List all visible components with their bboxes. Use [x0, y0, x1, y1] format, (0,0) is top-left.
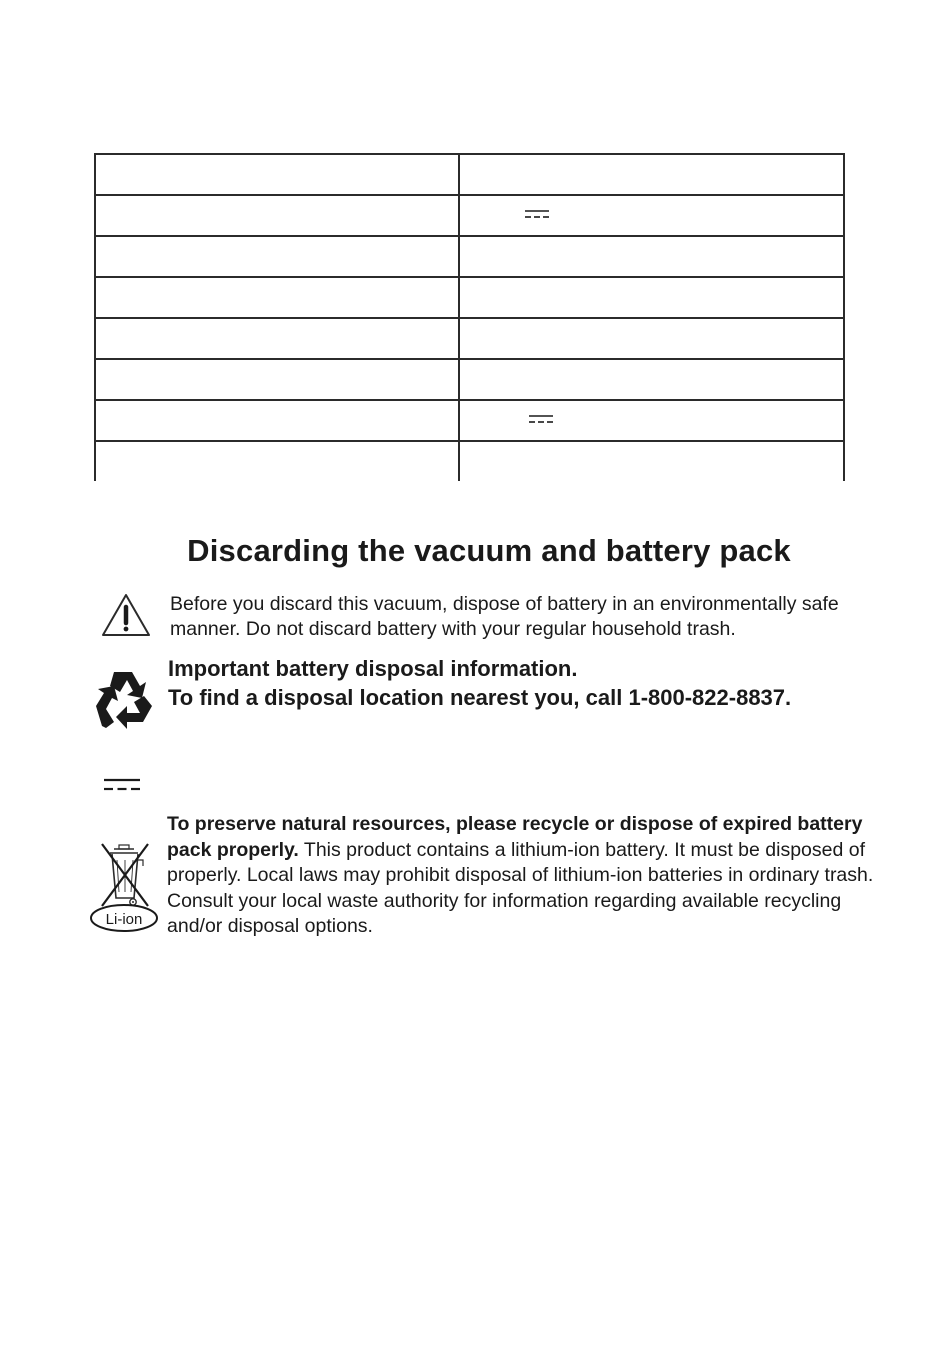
spec-row	[95, 154, 844, 195]
warning-line-1: Before you discard this vacuum, dispose of battery in an environmentally safe	[170, 593, 839, 615]
spec-value	[459, 277, 844, 318]
crossed-bin-li-ion-icon	[88, 840, 160, 938]
spec-value	[459, 400, 844, 441]
spec-value	[459, 441, 844, 481]
disposal-line-1: Important battery disposal information.	[168, 656, 578, 681]
spec-value	[459, 154, 844, 195]
spec-row	[95, 441, 844, 481]
spec-value	[459, 318, 844, 359]
dc-symbol-icon	[529, 414, 553, 424]
spec-row	[95, 195, 844, 236]
spec-table	[94, 153, 845, 481]
spec-table-body	[95, 154, 844, 481]
spec-row	[95, 236, 844, 277]
spec-value	[459, 195, 844, 236]
warning-text	[170, 592, 890, 642]
spec-label	[95, 277, 459, 318]
direct-current-icon	[104, 778, 140, 792]
spec-row	[95, 359, 844, 400]
spec-label	[95, 359, 459, 400]
spec-label	[95, 236, 459, 277]
warning-line-2: manner. Do not discard battery with your regular household trash.	[170, 618, 736, 640]
spec-label	[95, 195, 459, 236]
spec-row	[95, 277, 844, 318]
section-heading: Discarding the vacuum and battery pack	[187, 533, 791, 568]
spec-value	[459, 359, 844, 400]
spec-value	[459, 236, 844, 277]
recycle-body: This product contains a lithium-ion battery. It must be disposed of properly. Local laws may prohibit disposal of lithium-ion batteries in ordinary trash. Consult your local waste authority for information regarding available recycling and/or disposal options.	[167, 838, 874, 937]
spec-label	[95, 441, 459, 481]
disposal-line-2: To find a disposal location nearest you, call 1-800-822-8837.	[168, 685, 792, 710]
li-ion-label: Li-ion	[105, 911, 143, 928]
spec-row	[95, 400, 844, 441]
spec-label	[95, 318, 459, 359]
disposal-info	[168, 654, 888, 712]
recycle-text	[167, 812, 887, 940]
spec-label	[95, 400, 459, 441]
spec-label	[95, 154, 459, 195]
warning-triangle-icon	[100, 592, 152, 638]
recycle-bold-lead: To preserve natural resources, please recycle or dispose of expired battery pack properly.	[167, 813, 863, 861]
spec-row	[95, 318, 844, 359]
recycle-icon	[92, 666, 156, 732]
dc-symbol-icon	[525, 209, 549, 219]
